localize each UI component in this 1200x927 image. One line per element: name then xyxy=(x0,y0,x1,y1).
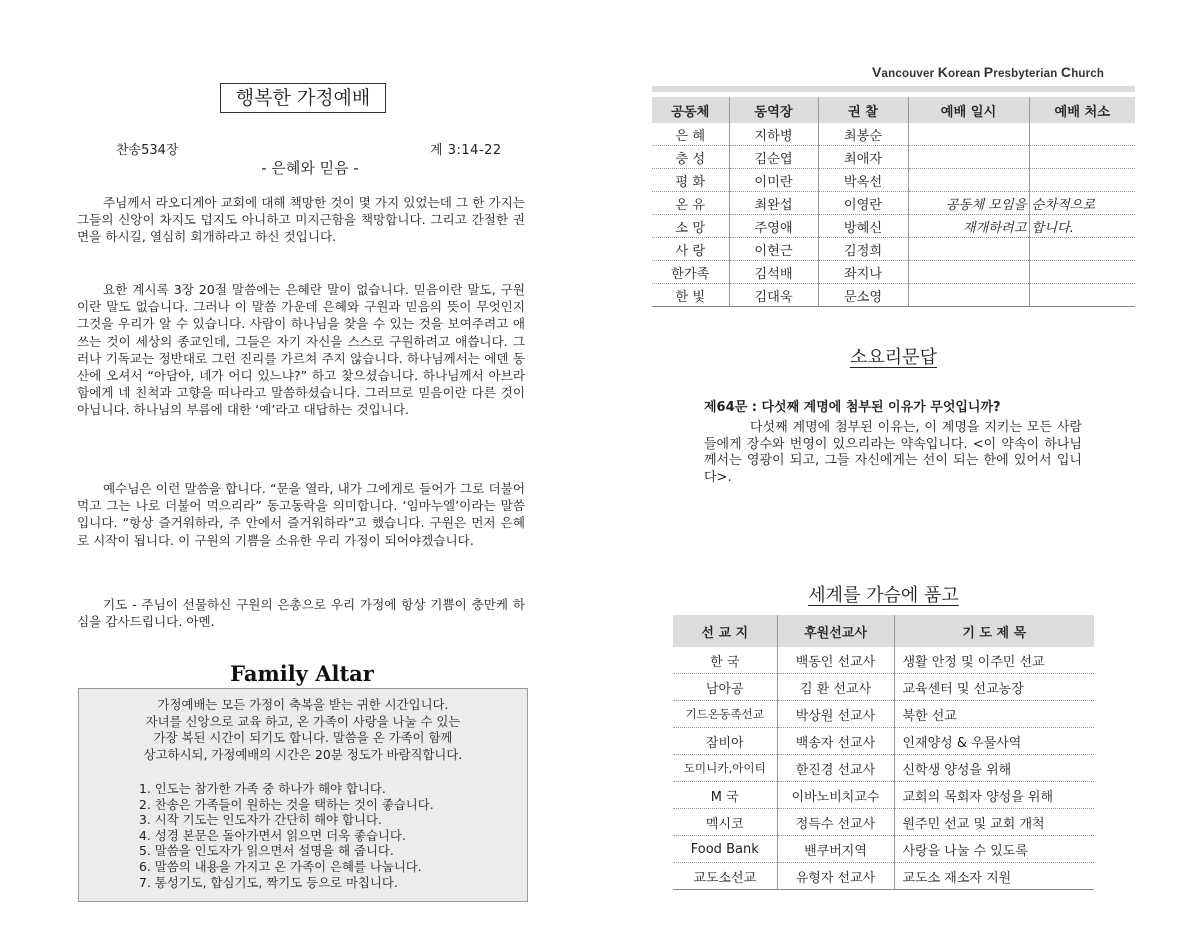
list-item: 6. 말씀의 내용을 가지고 온 가족이 은혜를 나눕니다. xyxy=(139,858,422,874)
list-item: 7. 통성기도, 합심기도, 짝기도 등으로 마칩니다. xyxy=(139,874,398,890)
schedule-note: 합니다. xyxy=(1029,215,1135,238)
missions-table xyxy=(673,615,1094,890)
table-row: 평 화 이미란 박옥선 xyxy=(652,169,1135,192)
family-altar-rules xyxy=(139,781,524,890)
table-row: 잠비아 백송자 선교사 인재양성 & 우물사역 xyxy=(673,728,1094,755)
scripture-reference: 계 3:14-22 xyxy=(430,143,502,158)
schedule-note: 순차적으로 xyxy=(1029,192,1135,215)
column-header: 예배 처소 xyxy=(1029,97,1135,123)
catechism-answer: 다섯째 계명에 첨부된 이유는, 이 계명을 지키는 모든 사람들에게 장수와 번영이 있으리라는 약속입니다. <이 약속이 하나님께서는 영광이 되고, 그들 자신에게는 선이 되는 한에 있어서 입니다>. xyxy=(704,420,1082,485)
table-row: 도미니카,아이티 한진경 선교사 신학생 양성을 위해 xyxy=(673,755,1094,782)
sermon-paragraph: 주님께서 라오디게아 교회에 대해 책망한 것이 몇 가지 있었는데 그 한 가지는 그들의 신앙이 차지도 덥지도 아니하고 미지근함을 책망합니다. 그리고 간절한 권면을 하시길, 열심히 회개하라고 하신 것입니다. xyxy=(77,195,525,245)
sermon-paragraph: 예수님은 이런 말씀을 합니다. “문을 열라, 내가 그에게로 들어가 그로 더불어 먹고 그는 나로 더불어 먹으리라” 동고동락을 의미합니다. ‘임마누엘’이라는 말씀입니다. “항상 즐거워하라, 주 안에서 즐거워하라”고 했습니다. 구원은 먼저 은혜로 시작이 됩니다. 이 구원의 기쁨을 소유한 우리 가정이 되어야겠습니다. xyxy=(77,481,525,548)
column-header: 동역장 xyxy=(729,97,818,123)
hymn-number: 찬송534장 xyxy=(116,143,179,158)
table-header-row xyxy=(652,97,1135,123)
table-row: 소 망 주영애 방혜신 재개하려고 합니다. xyxy=(652,215,1135,238)
column-header: 후원선교사 xyxy=(777,615,894,647)
list-item: 1. 인도는 참가한 가족 중 하나가 해야 합니다. xyxy=(139,781,386,796)
table-row: 한 빛 김대욱 문소영 xyxy=(652,284,1135,307)
list-item: 4. 성경 본문은 돌아가면서 읽으면 더욱 좋습니다. xyxy=(139,827,406,843)
family-altar-intro: 가정예배는 모든 가정이 축복을 받는 귀한 시간입니다. 자녀를 신앙으로 교육 하고, 온 가족이 사랑을 나눌 수 있는 가장 복된 시간이 되기도 합니다. 말씀을 온 가족이 함께 상고하시되, 가정예배의 시간은 20분 정도가 바람직합니다. xyxy=(143,697,463,762)
column-header: 예배 일시 xyxy=(908,97,1029,123)
list-item: 5. 말씀을 인도자가 읽으면서 설명을 해 줍니다. xyxy=(139,843,394,859)
table-row: Food Bank 밴쿠버지역 사랑을 나눌 수 있도록 xyxy=(673,836,1094,863)
page-title: 행복한 가정예배 xyxy=(220,83,386,113)
table-row: 한 국 백동인 선교사 생활 안정 및 이주민 선교 xyxy=(673,647,1094,674)
list-item: 3. 시작 기도는 인도자가 간단히 해야 합니다. xyxy=(139,812,382,828)
sermon-paragraph: 요한 계시록 3장 20절 말씀에는 은혜란 말이 없습니다. 믿음이란 말도, 구원이란 말도 없습니다. 그러나 이 말씀 가운데 은혜와 구원과 믿음의 뜻이 무엇인지 그것을 우리가 알 수 있습니다. 사람이 하나님을 찾을 수 있는 것을 보여주려고 애쓰는 것이 세상의 종교인데, 그들은 자기 자신을 스스로 구원하려고 애씁니다. 그러나 기독교는 정반대로 그런 진리를 가르쳐 주지 않습니다. 하나님께서는 에덴 동산에 오셔서 “아담아, 네가 어디 있느냐?” 하고 찾으셨습니다. 하나님께서 아브라함에게 네 친척과 고향을 떠나라고 말씀하셨습니다. 그러므로 믿음이란 다른 것이 아닙니다. 하나님의 부름에 대한 ‘예’라고 대답하는 것입니다. xyxy=(77,282,525,418)
table-row: 은 혜 지하병 최봉순 xyxy=(652,123,1135,146)
family-altar-title: Family Altar xyxy=(230,661,374,686)
community-table xyxy=(652,97,1135,307)
list-item: 2. 찬송은 가족들이 원하는 것을 택하는 것이 좋습니다. xyxy=(139,796,434,812)
column-header: 선 교 지 xyxy=(673,615,777,647)
table-row: 충 성 김순엽 최애자 xyxy=(652,146,1135,169)
table-row: 멕시코 정득수 선교사 원주민 선교 및 교회 개척 xyxy=(673,809,1094,836)
table-row: 기드온동족선교 박상원 선교사 북한 선교 xyxy=(673,701,1094,728)
column-header: 공동체 xyxy=(652,97,729,123)
church-name: Vancouver Korean Presbyterian Church xyxy=(872,64,1105,80)
table-row: M 국 이바노비치교수 교회의 목회자 양성을 위해 xyxy=(673,782,1094,809)
catechism-title: 소요리문답 xyxy=(850,347,937,368)
table-row: 온 유 최완섭 이영란 공동체 모임을 순차적으로 xyxy=(652,192,1135,215)
table-row: 한가족 김석배 좌지나 xyxy=(652,261,1135,284)
table-row: 교도소선교 유형자 선교사 교도소 재소자 지원 xyxy=(673,863,1094,890)
table-header-row xyxy=(673,615,1094,647)
catechism-question: 제64문 : 다섯째 계명에 첨부된 이유가 무엇입니까? xyxy=(704,400,1001,415)
schedule-note: 재개하려고 xyxy=(908,215,1029,238)
sermon-title: - 은혜와 믿음 - xyxy=(261,159,359,177)
table-row: 남아공 김 환 선교사 교육센터 및 선교농장 xyxy=(673,674,1094,701)
family-altar-box xyxy=(78,688,528,902)
header-divider xyxy=(652,86,1135,92)
table-row: 사 랑 이현근 김정희 xyxy=(652,238,1135,261)
missions-title: 세계를 가슴에 품고 xyxy=(808,585,959,606)
column-header: 권 찰 xyxy=(818,97,908,123)
column-header: 기 도 제 목 xyxy=(894,615,1094,647)
prayer-paragraph: 기도 - 주님이 선물하신 구원의 은총으로 우리 가정에 항상 기쁨이 충만케 하심을 감사드립니다. 아멘. xyxy=(77,597,525,630)
schedule-note: 공동체 모임을 xyxy=(908,192,1029,215)
